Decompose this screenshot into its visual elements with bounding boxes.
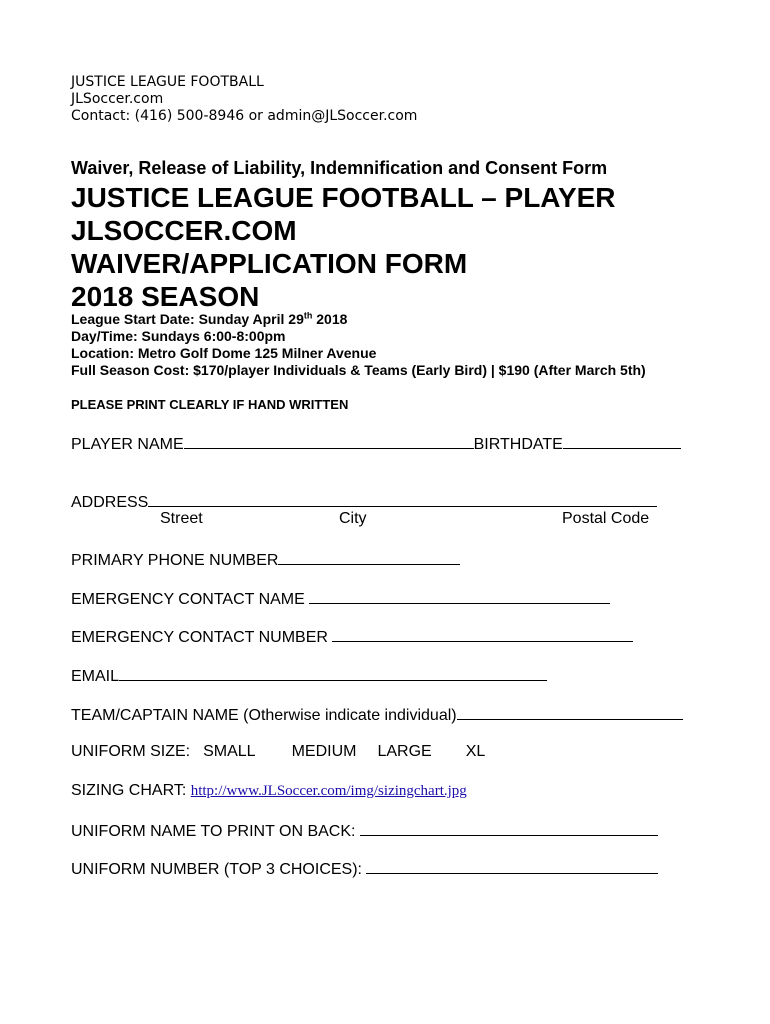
player-name-blank[interactable]	[184, 433, 474, 449]
emergency-contact-name-label: EMERGENCY CONTACT NAME	[71, 591, 310, 608]
team-captain-label: TEAM/CAPTAIN NAME (Otherwise indicate individual)	[71, 707, 457, 724]
league-location: Location: Metro Golf Dome 125 Milner Avenue	[71, 345, 377, 361]
emergency-contact-number-label: EMERGENCY CONTACT NUMBER	[71, 629, 333, 646]
team-captain-blank[interactable]	[457, 704, 683, 720]
sizing-chart-label: SIZING CHART:	[71, 782, 191, 799]
size-option-large[interactable]: LARGE	[377, 743, 432, 760]
address-city-caption: City	[339, 510, 367, 527]
team-captain-row	[71, 704, 683, 726]
emergency-contact-number-blank[interactable]	[332, 626, 633, 642]
birthdate-blank[interactable]	[563, 433, 681, 449]
emergency-contact-name-row	[71, 588, 610, 610]
uniform-number-row	[71, 858, 658, 880]
email-blank[interactable]	[119, 665, 547, 681]
emergency-contact-number-row	[71, 626, 633, 648]
contact-info: Contact: (416) 500-8946 or admin@JLSoccer.com	[71, 108, 418, 124]
size-option-small[interactable]: SMALL	[203, 743, 256, 760]
phone-label: PRIMARY PHONE NUMBER	[71, 552, 279, 569]
uniform-name-label: UNIFORM NAME TO PRINT ON BACK:	[71, 823, 360, 840]
player-name-label: PLAYER NAME	[71, 436, 184, 453]
email-label: EMAIL	[71, 668, 120, 685]
form-title-line-3: WAIVER/APPLICATION FORM	[71, 248, 468, 279]
size-option-xl[interactable]: XL	[465, 743, 486, 760]
sizing-chart-row	[71, 781, 467, 801]
uniform-name-blank[interactable]	[360, 820, 658, 836]
size-option-medium[interactable]: MEDIUM	[291, 743, 357, 760]
league-start-date	[71, 311, 347, 328]
form-title-line-1: JUSTICE LEAGUE FOOTBALL – PLAYER	[71, 182, 616, 213]
address-street-caption: Street	[160, 510, 203, 527]
emergency-contact-name-blank[interactable]	[309, 588, 610, 604]
uniform-size-label: UNIFORM SIZE:	[71, 743, 191, 760]
address-label: ADDRESS	[71, 494, 149, 511]
start-date-suffix-sup: th	[303, 310, 313, 321]
form-title-line-4: 2018 SEASON	[71, 281, 260, 312]
uniform-number-label: UNIFORM NUMBER (TOP 3 CHOICES):	[71, 861, 367, 878]
phone-row	[71, 549, 460, 571]
sizing-chart-link[interactable]: http://www.JLSoccer.com/img/sizingchart.jpg	[190, 783, 467, 799]
print-note: PLEASE PRINT CLEARLY IF HAND WRITTEN	[71, 397, 349, 412]
site-name: JLSoccer.com	[71, 91, 164, 107]
address-postal-caption: Postal Code	[562, 510, 650, 527]
uniform-name-row	[71, 820, 658, 842]
form-subtitle: Waiver, Release of Liability, Indemnification and Consent Form	[71, 158, 608, 178]
start-date-text: League Start Date: Sunday April 29	[71, 311, 304, 327]
league-daytime: Day/Time: Sundays 6:00-8:00pm	[71, 328, 286, 344]
form-title-line-2: JLSOCCER.COM	[71, 215, 297, 246]
phone-blank[interactable]	[278, 549, 460, 565]
uniform-number-blank[interactable]	[366, 858, 658, 874]
email-row	[71, 665, 547, 687]
birthdate-label: BIRTHDATE	[473, 436, 563, 453]
address-blank[interactable]	[148, 491, 657, 507]
player-name-row	[71, 433, 681, 455]
start-date-year: 2018	[312, 311, 348, 327]
league-cost: Full Season Cost: $170/player Individuals & Teams (Early Bird) | $190 (After March 5th)	[71, 362, 646, 378]
org-name: JUSTICE LEAGUE FOOTBALL	[71, 74, 264, 90]
uniform-size-row	[71, 742, 485, 762]
